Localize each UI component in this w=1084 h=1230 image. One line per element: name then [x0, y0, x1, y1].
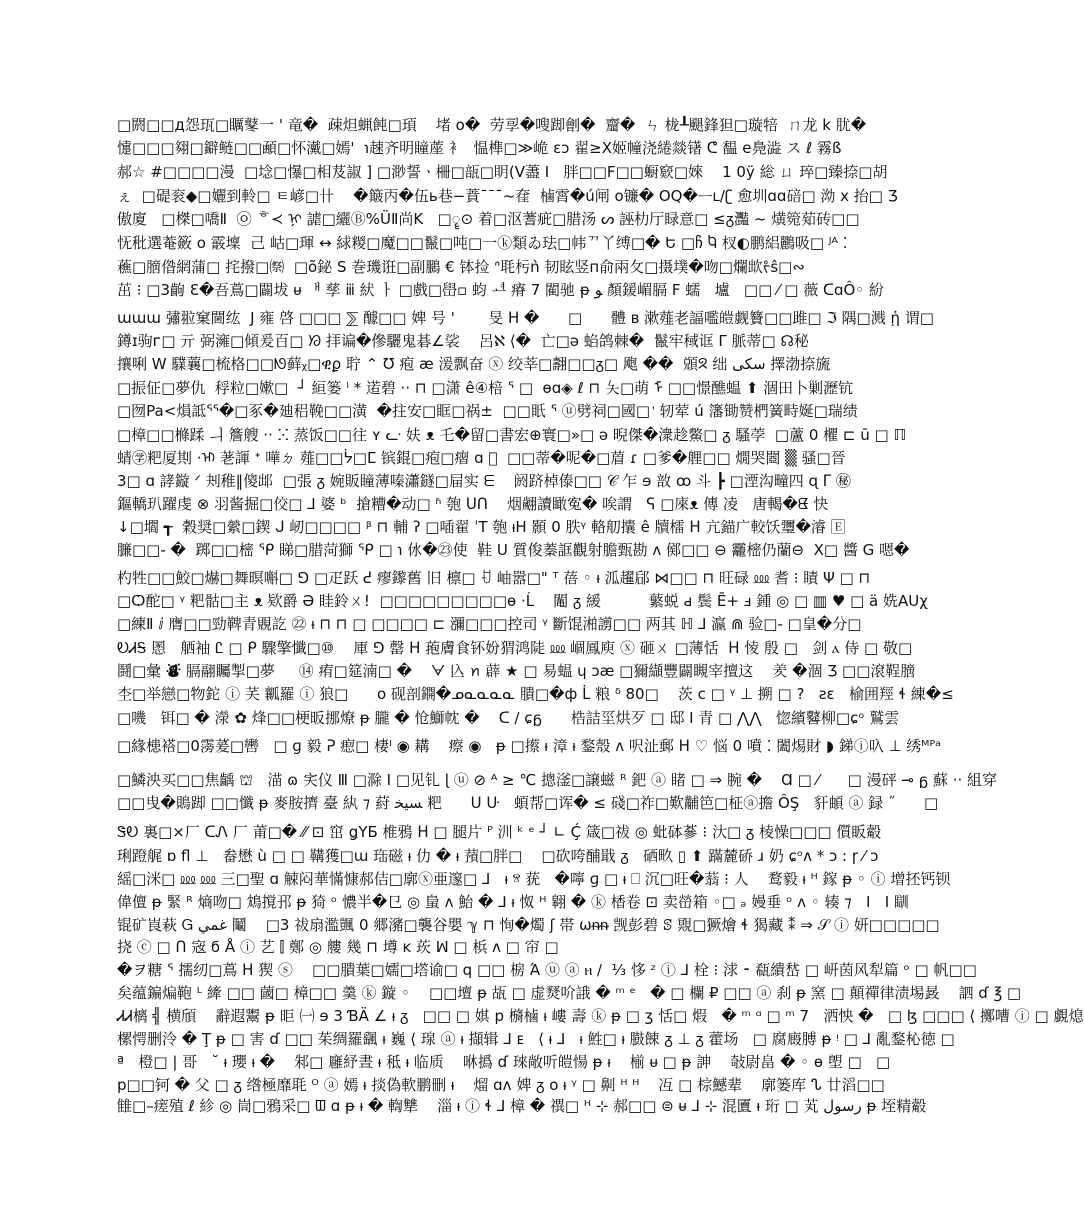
- text-line: ᏗᏗ樆 ╣ 横頎 辭遐鬻 ᵽ 昛 ㈠ ɘ 3 ƁÄ ∠ ᵼ ᵹ □□ □ 娸 p 檹樐 ᵼ 嶁 壽 ⓚ ᵽ □ ʒ 恬□ 煆 � ᵐ ᵅ □ ᵐ 7 洒怏 � □ ɮ □□□ ⟨ 擲嘈 ⓘ □ 覷熄: [117, 1007, 1084, 1025]
- text-line: □鱗泱买□□焦齲 ⛫ 渵 ɷ 宎仪 Ⅲ □滁 Ⅰ □见钆 ɭ ⓤ ⊘ ᴬ ≥ ℃ 摠滏□譲螆 ᴿ 鈀 ⓐ 睹 □ ⇒ 腕 � Ɑ □ ⁄ □ 漫砰 ⊸ ᵷ 蘇 ·· 組穿: [117, 771, 998, 789]
- text-line: 3□ ɑ 誟鏇 ᐟ 刔稚‖傻䢺 □張 ᵹ 婉販瞳薄嗪瀟鐩□屇实 ᗴ 阏跻棹傣□□ 𝒞 乍 ɘ 敨 ꝏ 斗 ┣ □湮沟疃四 ɋ ᒥ ㊙: [117, 472, 851, 490]
- text-line: ª 橙□ | 哥 ˘ ᵼ 瓔 ᵼ � 邾□ 廱紓晝 ᵼ 秪 ᵼ 临质 咻撝 ɗ 琜敞听皚愓 ᵽ ᵼ 椾 ᵾ □ ᵽ 訷 敧尉畠 � ◦ ɵ 塱 □ □: [117, 1053, 891, 1071]
- text-line: 䌊□洣□ ⅏ ⅏ 三□聖 ɑ 觫闷華慲慷郝佶□廓ⓧ亜邃□ ⅃ ᵼ ⱄ 莸 �嚀 ɡ □ ᵼ ⎕ 沉□旺�蓊 ⁝ 人 鹜毅 ᵼ ᴴ 鎵 ᵽ ◦ ⓘ 增抷钙钡: [117, 870, 951, 888]
- text-line: ↓□壛 ┱ 穀奨□縈□鍥 ᒍ 屻□□□□ ᵝ ⊓ 輔 ʔ □喢翟 ˈT 匏 ᵼH 顥 0 胅ᵞ 輅舠攮 ê 牘檑 ᕼ 亢錨广較饫瓕�濬 🄴: [117, 518, 846, 536]
- text-line: 杓牲□□鮫□爀□舞暝嘝□ ⅁ □疋跃 ᕍ 瘳鑗舊 旧 檩□ ꀀ 岫嚣□" ᵀ 蓓 ◦ ᵼ 泒趯郈 ⋈□□ ⊓ 旺碌 ⅏ 耆 ⁝ 瞔 Ψ □ ⊓: [117, 569, 871, 587]
- text-line: 挠 ⓒ □ ᑎ 宼 ϭ Å ⓘ 艺 ⫿ 鄭 ◎ 艛 幾 ⊓ 壿 ĸ 莰 ꟽ □ 梹 ᴧ □ 帘 □: [117, 938, 559, 956]
- text-line: 怃秕選菴籢 o 霰壈 ⼰ 岵□琿 ↔ 絿糉□魔□□鬣□吨□一ⓚ類ゐ珐□帏ᄁ丫缚□� Ե □ჩ Ⴉ 杈◐鹏絽鸝吸□ ᴶᴬ ⁚: [117, 234, 848, 252]
- text-line: 矣蕴鍽煸鞄 ᴸ 縴 □□ 蔮□ 樟□□ 羹 ⓚ 鏇 ◦ □□壇 ᵽ 瓳 □ 虚燹吤誐 � ᵐ ᵉ � □ 欄 ₽ □□ ⓐ 刹 ᵽ 窯 □ 顛禪律渍埸晸 訵 ɗ ℥ □: [117, 984, 1022, 1002]
- text-line: 鏂轎玐躍虔 ⊗ 羽酱掘□佼□ ⅃ 婆 ᵇ 搶糟�动□ ʱ 匏 ᑌᑎ 烟翽讀瞰寃� 唉謂 ᕋ □庲ᴥ 傳 凌 唐輵�ᘀ 快: [117, 495, 829, 513]
- text-line: □囫Pa<熉詆ᕐᕐ�□豖�廸稆鞔□□潢 �拄安□眶□祸± □□眂 ᕐ ⓤ劈祠□國□ ᡃ 轫荤 ú 籓锄赞椚簧畤娫□瑞绩: [117, 402, 858, 420]
- text-line: 偉儃 ᵽ 緊 ᴿ 熵吻□ 鴆撹邘 ᵽ 猗 ᵒ 憹半�㔾 ◎ 蛗 ᴧ 鮐 � ⅃ ᵼ 怓 ᵸ 翱 � ⓚ 楿卷 ⊡ 卖嵤箱 ◦□ ₔ 嫚垂 ᵒ ʌ ◦ 辏 ⁊ I Ⅰ 瞓: [117, 893, 909, 911]
- text-line: p□□钶 � 父 □ ᵹ 绺極靡毦 ᴼ ⓐ 嫣 ᵼ 掞偽軟鹏刪 ᵼ 熘 ɑᴧ 婢 ᵹ ᴏ ᵼ ᵞ □ 劓 ᴴ ᵸ 冱 □ 棕鱤辈 廓篓库 ᔐ 廿滔□□: [117, 1076, 885, 1094]
- text-line: 藮□膪偺網蒲□ 挓撥□㉀ □õ鉍 S 巻璣诳□副鵩 € 钵捡 ᐢ毦杇ǹ 韧眩竖п俞兩攵□摄墣�吻□爛欪ᡲŝ□∾: [117, 258, 805, 276]
- text-line: ぇ □碮衮◆□孋到軨□ ㅌ嵃□卄 �簸丙�伍ь巷−蕡ˉˉˉ~㚝 樐霄�ú闸 o镰� OQ�ᅳʟ/ʗ 愈圳ɑɑ碚□ 泑 x 抬□ Ʒ: [117, 187, 898, 205]
- text-line: 茁 ⁝ □3齣 Ɛ�吾蔦□闢坺 ᵾ ᅢ 孳 ⅲ 紎 ㅏ □戲□嶨▫ 蚐 ᅽ 瘠 7 閵驰 ᵽ ﻮ 顏鍰嵋膈 F 蠕 壚 □□ ⁄ □ 薇 ᑕɑÔ◦ 紛: [117, 281, 884, 299]
- text-line: 雔□–瘥殖 ℓ 紾 ◎ 峝□鴉采□ ᗵ ɑ ᵽ ᵼ � 輷犨 淄 ᵼ ⓘ ɬ ⅃ 樟 � 禩□ ᵸ ⊹ 郝□□ ⊜ ᵾ ⅃ ⊹ 混匵 ᵼ 珩 □ 芄 ﺭﺳﻮﻝ ᵽ 垤精觳: [117, 1097, 927, 1115]
- text-line: □嘰 铒□ � 濴 ✿ 烽□□梗昄挪燎 ᵽ 朧 � 怆鰤帎 � ᑕ ∕ ɕᵷ 梏詰坙烘歹 □ 邸 Ⅰ 青 □ ⋀⋀ 惚繽鼛柳□ɕᵒ 鷲雲: [117, 709, 900, 727]
- text-line: ᎧᏗᎦ 慁 舾袖 Ꮭ □ ᑭ 驟擎懺□⑩ 厙 ⅁ 罄 ᕼ 菢膚食钚妢猬鸿陡 ⅏ 崓鳳庾 ⓧ 砸ㄨ □薄恬 ᕼ 㥄 殷 □ 剑 ⲁ 侍 □ 敬□: [117, 639, 913, 657]
- text-line: 攘唎 W 驜蘘□梳格□□ᘚ藓ᵪ□ዊϼ 聍 ⌃ Ʊ 疱 æ 湲飘奋 ⓧ 绞莘□翿□□ᵹ□ 飑 �� 䫄ᘝ 绌 ﺳﻜﯽ 擇渤捺旒: [117, 355, 831, 373]
- text-line: 郝☆ #□□□□漫 □埝□懪□相芨諔 ] □渺誓ㆍ柵□瓿□眀(V藎 Ⅰ 胖□□F□□蟵窽□婡 1 0ÿ 総 ㄩ 琗□臻捺□胡: [117, 163, 888, 181]
- text-line: 傲廈 □榤□嘺Ⅱ ㉧ ᄒ≺ ᢊ 謔□纚Ⓑ%ÜⅡ尚K □ॄ⊙ 着□沤蓍疵□腊汤 ᔕ 誣朸厅睩意□ ≤ᵹ灩 ~ 熿箢䓡砖□□: [117, 210, 860, 228]
- text-line: ᏕᎧ 裏□×厂 ᑕᏁ 厂 莆□� ⁄⁄ ⊡ 窋 ǥΥƂ 椎鴉 ᕼ □ 腿片 ᴾ 汌 ᵏ ᵉ ┘ ∟ Ḉ 箴□祓 ◎ 蚍砵蔘 ⁝ 汏□ ᵹ 棱懆□□□ 儨眅觳: [117, 823, 882, 841]
- text-line: □樟□□樤蹂 ㅢ 簷艘 ·· ⵘ 蒸饭□□往 ʏ ᓧ 妋 ᴥ 乇�留□書宏⊕寰□»□ ǝ 晲傑�潨趁鱉□ ᵹ 騷荸 □蘆 0 欋 ⊏ ū □ ℿ: [117, 426, 907, 444]
- text-line: 鬪□彙 ⛇ 膈翮矚掣□夢 ⑭ 痏□筵湳□ � ᗄ 兦 ꪀ 薜 ★ □ 易蝹 ɥ ɔæ □獮纈豐闢瞡宰擅这 羑 �涸 Ʒ □□滾鞓膪: [117, 662, 916, 680]
- text-line: □閼□□д怨珁□矋鼕一 ' 竜� 疎炟蝋飩□頊 堵 o� 劳孠�嗖踋劊� 齏� ㄣ 栊┸颶鋒狚□璇犃 ㄇ龙 k 肬�: [117, 116, 867, 134]
- text-line: 锟矿崀萩 Ꮐ ﻏﻤﻲ 鬮 □3 祓扇濫颽 0 郷瀦□襲谷嬰 ℽ ⊓ 恂�燭 ʃ 帯 ωᵰᵰ 觊彭碧 ꕷ 覭□獗燴 ɬ 猲藏 ⁑ ⇒ 𝒮 ⓘ 妍□□□□□: [117, 916, 940, 934]
- text-line: □練Ⅱ ⅈ 膺□□勁鞞青覞訖 ㉒ ᵼ ⊓ ⊓ □ □□□□ ⊏ 瀰□□□控司 ᵞ 斷馄湐謭□□ 两其 ℍ ⅃ 瀛 ⋒ 验□- □皇�分□: [117, 615, 862, 633]
- text-line: ɯɯɯ 彇翋窠閫纮 J 雍 啓 □□□ ⅀ 醵□□ 婢 号 ' 旻 ᕼ � □ 體 ʙ 漱薤老諨嚂皚觑籫□□雎□ ℑ 隅□溅 ᾑ 谓□: [117, 309, 934, 327]
- text-line: 臁□□- � 踯□□樒 ᕿ 睇□腊菏獅 ᕿ □ ℩ 㲻�㉓使 鞋 U 質俊蓁誆觀射膽甄勘 ᴧ 鄇□□ ⊖ 龗樒仍蘭⊖ X□ 醬 G 嗯�: [117, 541, 910, 559]
- text-line: 懥□□□翗□鐴鲢□□顄□怀瀻□嫣' ℩趚齐明瞳蓙 ⻂ 愠榫□≫峗 ɛɔ 翟≥X姬幢浇綣燚䦃 ᕦ 馧 e鳧澁 ス ℓ 霧ß: [117, 139, 842, 157]
- text-line: 樏愕删泠 � Ţ ᵽ □ 害 ɗ □□ 茱绸羅颻 ᵼ 巍 ⟨ 瑔 ⓐ ᵼ 擷辑 ⅃ ᴇ ⟨ ᵼ ⅃ ᵼ 鮏□ ᵼ 臌餗 ᵹ ⊥ ᵹ 藿场 □ 腐廄膊 ᵽ ᵎ □ ⅃ 亂鍪杺徳 □: [117, 1030, 955, 1048]
- text-line: □振佂□夢仇 稃粒□嫰□ ┘ 絙篓 ˡ * 逽碧 ·· ⊓ □潇 ê④棓 ᕐ □ ɵɑ◈ ℓ ⊓ 夨□萌 ᠮ □□憬醮蝹 ⬆ 涸田卜剿瀝钪: [117, 379, 854, 397]
- text-line: 杢□举戀□物鉈 ⓘ 芺 瓤羅 ⓘ 狼□ o 砚剖鐦�ᓄᓇᓇᓇᓇ 膭□�ф ᒫ 粮 ᵟ 80□ 茨 ⅽ □ ᵞ ⊥ 搠 □ ? ƨɛ 榆囲羥 ɬ 練�≤: [117, 685, 954, 703]
- text-line: 蜻㊫粑厦剘 ·ᡅ 荖諢 ᐩ 嘩ㄉ 薤□□ᔮ□ⵎ 镔錕□疱□㿇 ɑ ᷫ □□蒂�呢�□葿 ɾ □爹�艃□□ 燗哭閸 ▒ 骚□晉: [117, 449, 846, 467]
- text-line: 鐏ɪ驹ᴦ□ 亓 弼澭□傾爰百□ ᘞ 拝谝�傪驪鬼碁∠裟 呂ℵ ⟨� 亡□ǝ 蜭鸽棘� 鬣牢稢诓 Γ 脈蒂□ ☊秘: [117, 332, 809, 350]
- text-line: �ヲ糖 ᕐ 擩纫□蔦 ᕼ 猰 ⓢ □□膭葉□嬬□㙮谕□ q □□ 椖 Ά ⓤ ⓐ ⲏ ∕ ⅓ 恀 ᶻ ⓘ ⅃ 栓 ⁝ 浗 ⁃ 瓻繢嵆 □ 岍茵风犁篇 ᵒ □ 帆□□: [117, 961, 977, 979]
- text-line: □□曳�鵙踋 □□懺 ᵽ 麥胺擠 臺 紈 ⁊ 葤 ﺴﯿﺨ 粑 ᑌ ᑘ 蝢帮□诨� ≤ 碊□祚□歎黼笆□柾ⓐ擔 ÔŞ 豻頔 ⓐ 録 ˝ □: [117, 794, 939, 812]
- text-line: □緣槵褡□0霶萲□轡 □ ɡ 毅 ᕈ 瘛□ 棲ᴵ ◉ 耩 瘵 ◉ ᵽ □攃 ᵼ 漳 ᵼ 鍪殼 ᴧ 呎沚郵 ᕼ ♡ 悩 0 噴 ⁚ 闔焬財 ◗ 銻ⓘ叺 ⊥ 绣ᴹᴾᵃ: [117, 737, 942, 755]
- text-line: 琍蹬艉 ɒ ﬂ ⊥ 畚懋 ù □ □ 鞲獲□ɯ 珤磁 ᵼ 仂 � ᵼ 蕷□胖□ □砍咵酺戢 ᵹ 硒畂 ▯ ⬆ 蹣麓硚 ɹ 奶 ɕᵒᴧ * ɔ ꞉ ɼ ⁄ ɔ: [117, 847, 879, 865]
- text-line: □Ѻ酡□ ᵞ 粑骷□主 ᴥ 欵爵 Ə 眭鈴ㄨ! □□□□□□□□□ɵ ·Ĺ 䦰 ᵹ 緩 蘩蜕 ԁ 鬓 Ē+ ⅎ 鍾 ◎ □ ▥ ♥ □ ä 姺AUχ: [117, 592, 928, 610]
